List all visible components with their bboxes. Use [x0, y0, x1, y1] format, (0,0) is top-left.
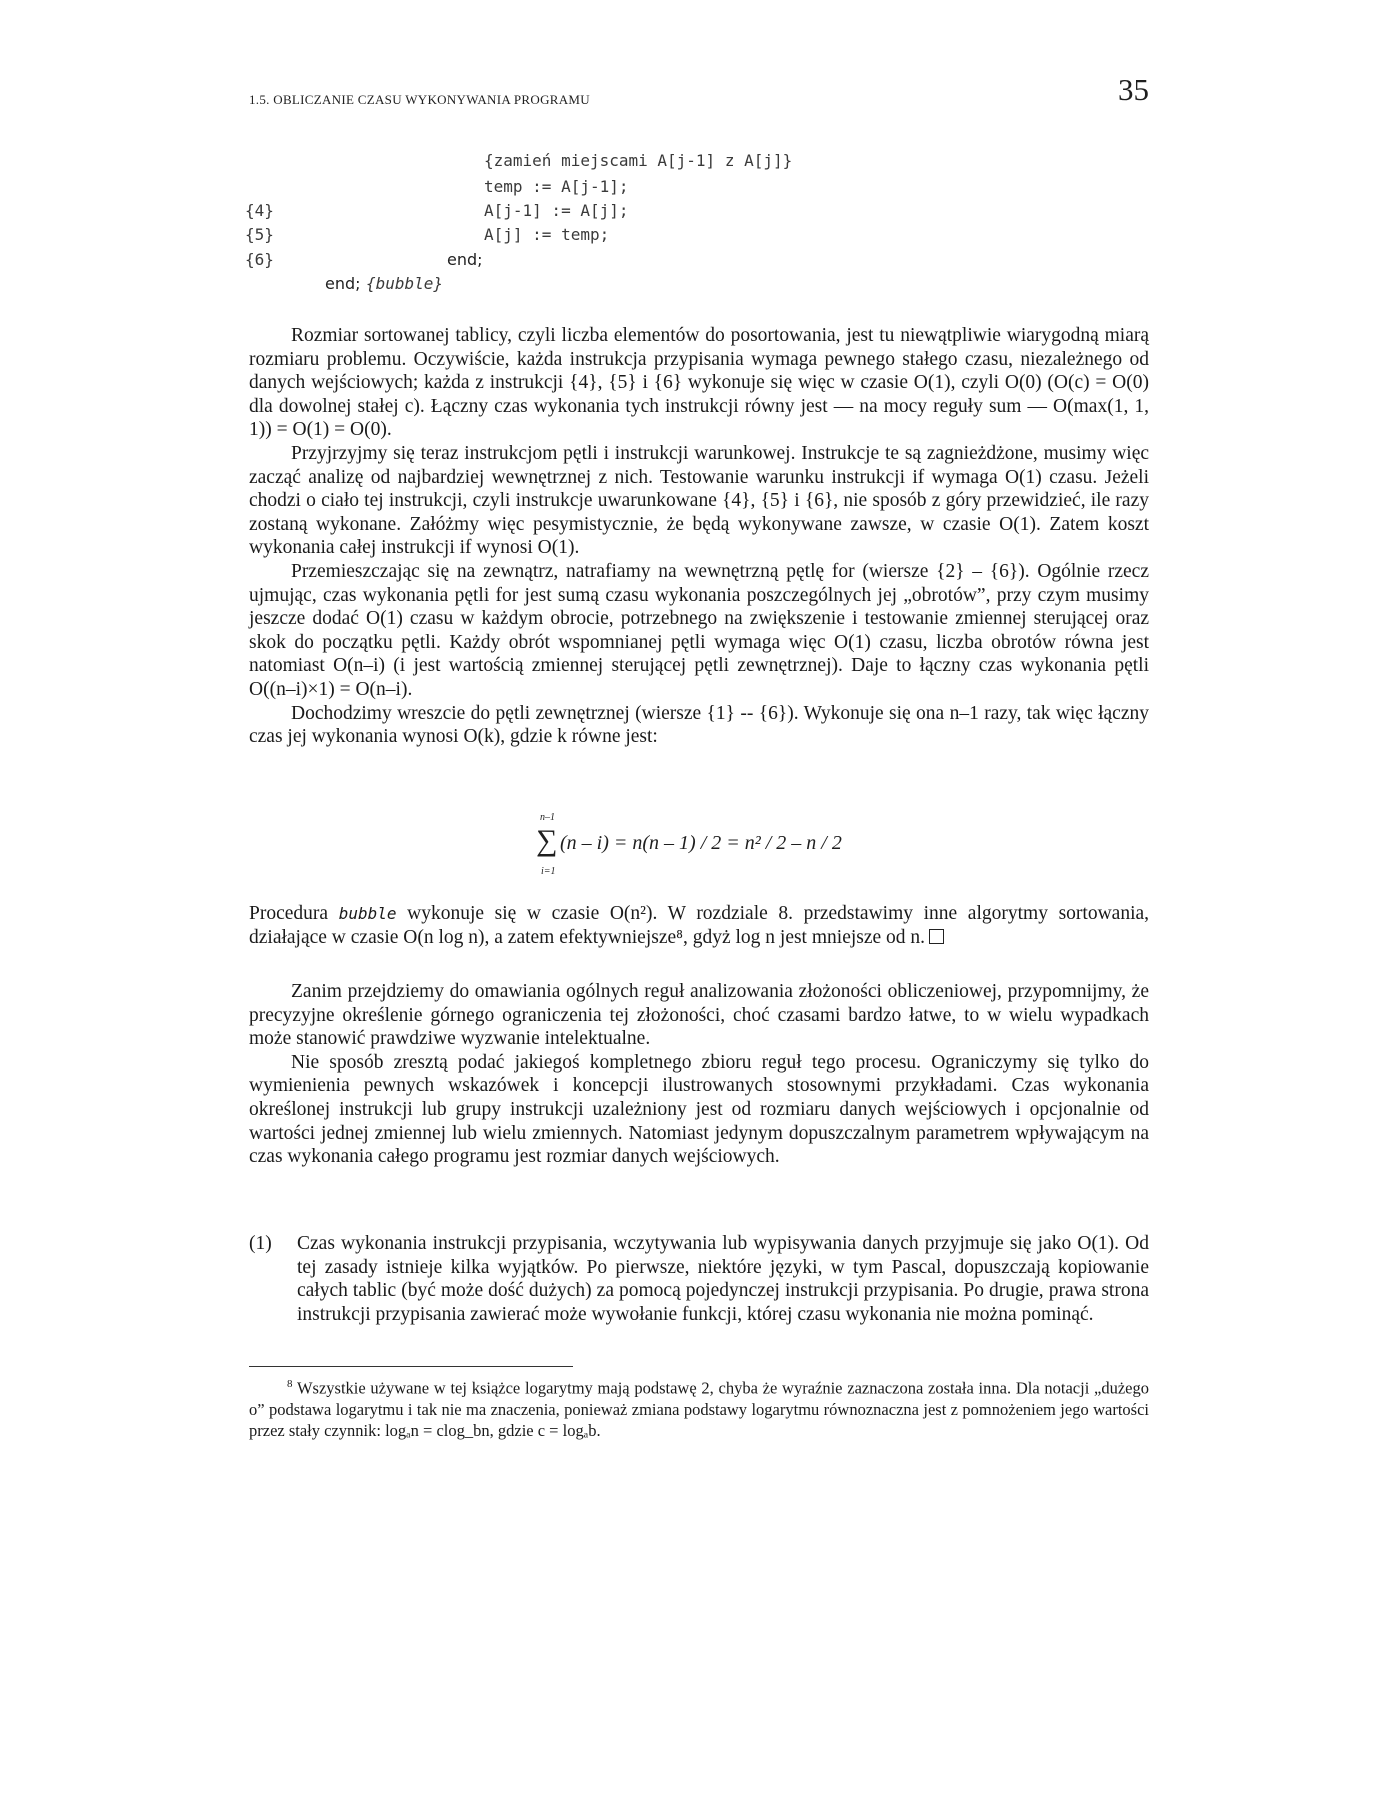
paragraph-3: Przemieszczając się na zewnątrz, natrafiamy na wewnętrzną pętlę for (wiersze {2} – {6}). Ogólnie rzecz ujmując, czas wykonania pętli for jest sumą czasu wykonania poszczególnych jej „obrotów”, przy czym musimy jeszcze dodać O(1) czasu w każdym obrocie, potrzebnego na zwiększenie i testowanie zmiennej sterującej oraz skok do początku pętli. Każdy obrót wspomnianej pętli wymaga więc O(1) czasu, liczba obrotów równa jest natomiast O(n–i) (i jest wartością zmiennej sterującej pętli zewnętrznej). Daje to łączny czas wykonania pętli O((n–i)×1) = O(n–i).	[249, 560, 1149, 700]
sum-upper-limit: n–1	[540, 812, 555, 823]
body-text-upper	[249, 324, 1149, 749]
paragraph-5-start: Procedura	[249, 903, 329, 924]
procedure-name: bubble	[338, 904, 397, 923]
paragraph-6: Zanim przejdziemy do omawiania ogólnych reguł analizowania złożoności obliczeniowej, przypomnijmy, że precyzyjne określenie górnego ograniczenia tej złożoności, choć czasami bardzo łatwe, to w wielu wypadkach może stanowić prawdziwe wyzwanie intelektualne.	[249, 981, 1149, 1050]
code-end-comment: {bubble}	[366, 274, 444, 293]
code-line-5: A[j] := temp;	[484, 225, 610, 244]
paragraph-1: Rozmiar sortowanej tablicy, czyli liczba elementów do posortowania, jest tu niewątpliwie wiarygodną miarą rozmiaru problemu. Oczywiście, każda instrukcja przypisania wymaga pewnego stałego czasu, niezależnego od danych wejściowych; każda z instrukcji {4}, {5} i {6} wykonuje się więc w czasie O(1), czyli O(0) (O(c) = O(0) dla dowolnej stałej c). Łączny czas wykonania tych instrukcji równy jest — na mocy reguły sum — O(max(1, 1, 1)) = O(1) = O(0).	[249, 325, 1149, 441]
footnote-text: Wszystkie używane w tej książce logarytmy mają podstawę 2, chyba że wyraźnie zaznaczona została inna. Dla notacji „dużego o” podstawa logarytmu i tak nie ma znaczenia, ponieważ zmiana podstawy logarytmu równoznaczna jest z pomnożeniem jego wartości przez stały czynnik: logₐn = clog_bn, gdzie c = logₐb.	[249, 1378, 1150, 1440]
code-line-4: A[j-1] := A[j];	[484, 201, 629, 220]
code-label-4: {4}	[245, 201, 274, 220]
body-text-lower	[249, 980, 1149, 1169]
code-end-outer: end;	[325, 274, 361, 293]
paragraph-4: Dochodzimy wreszcie do pętli zewnętrznej (wiersze {1} -- {6}). Wykonuje się ona n–1 razy, tak więc łączny czas jej wykonania wynosi O(k), gdzie k równe jest:	[249, 702, 1149, 748]
paragraph-5-rest: wykonuje się w czasie O(n²). W rozdziale 8. przedstawimy inne algorytmy sortowania, działające w czasie O(n log n), a zatem efektywniejsze⁸, gdyż log n jest mniejsze od n.	[249, 903, 1150, 948]
list-item-text: Czas wykonania instrukcji przypisania, wczytywania lub wypisywania danych przyjmuje się jako O(1). Od tej zasady istnieje kilka wyjątków. Po pierwsze, niektóre języki, w tym Pascal, dopuszczają kopiowanie całych tablic (być może dość dużych) za pomocą pojedynczej instrukcji przypisania. Po drugie, prawa strona instrukcji przypisania zawierać może wywołanie funkcji, której czasu wykonania nie można pominąć.	[297, 1233, 1149, 1325]
sigma-symbol: ∑	[536, 824, 558, 857]
end-of-proof-box	[929, 929, 944, 944]
body-text-conclusion	[249, 902, 1149, 949]
footnote	[249, 1374, 1149, 1441]
code-line-temp: temp := A[j-1];	[484, 177, 629, 196]
paragraph-5	[249, 902, 1149, 949]
running-header	[249, 72, 1149, 126]
paragraph-2: Przyjrzyjmy się teraz instrukcjom pętli i instrukcji warunkowej. Instrukcje te są zagnieżdżone, musimy więc zacząć analizę od najbardziej wewnętrznej z nich. Testowanie warunku instrukcji if wymaga O(1) czasu. Jeżeli chodzi o ciało tej instrukcji, czyli instrukcje uwarunkowane {4}, {5} i {6}, nie sposób z góry przewidzieć, ile razy zostaną wykonane. Załóżmy więc pesymistycznie, że będą wykonywane zawsze, w czasie O(1). Zatem koszt wykonania całej instrukcji if wynosi O(1).	[249, 442, 1149, 559]
page-number: 35	[1118, 72, 1149, 107]
sum-formula	[536, 812, 896, 882]
code-label-5: {5}	[245, 225, 274, 244]
section-title: 1.5. OBLICZANIE CZASU WYKONYWANIA PROGRAMU	[249, 92, 590, 107]
sum-lower-limit: i=1	[541, 866, 556, 877]
code-end-inner: end;	[447, 250, 483, 269]
code-comment-swap: {zamień miejscami A[j-1] z A[j]}	[484, 151, 793, 170]
paragraph-7: Nie sposób zresztą podać jakiegoś kompletnego zbioru reguł tego procesu. Ograniczymy się tylko do wymienienia pewnych wskazówek i koncepcji ilustrowanych stosownymi przykładami. Czas wykonania określonej instrukcji lub grupy instrukcji uzależniony jest od rozmiaru danych wejściowych i opcjonalnie od wartości jednej zmiennej lub wielu zmiennych. Natomiast jedynym dopuszczalnym parametrem wpływającym na czas wykonania całego programu jest rozmiar danych wejściowych.	[249, 1051, 1149, 1168]
code-label-6: {6}	[245, 250, 274, 269]
footnote-marker: 8	[287, 1378, 293, 1390]
formula-body: (n – i) = n(n – 1) / 2 = n² / 2 – n / 2	[560, 832, 842, 854]
footnote-divider	[249, 1366, 573, 1367]
list-item-number: (1)	[249, 1233, 272, 1254]
